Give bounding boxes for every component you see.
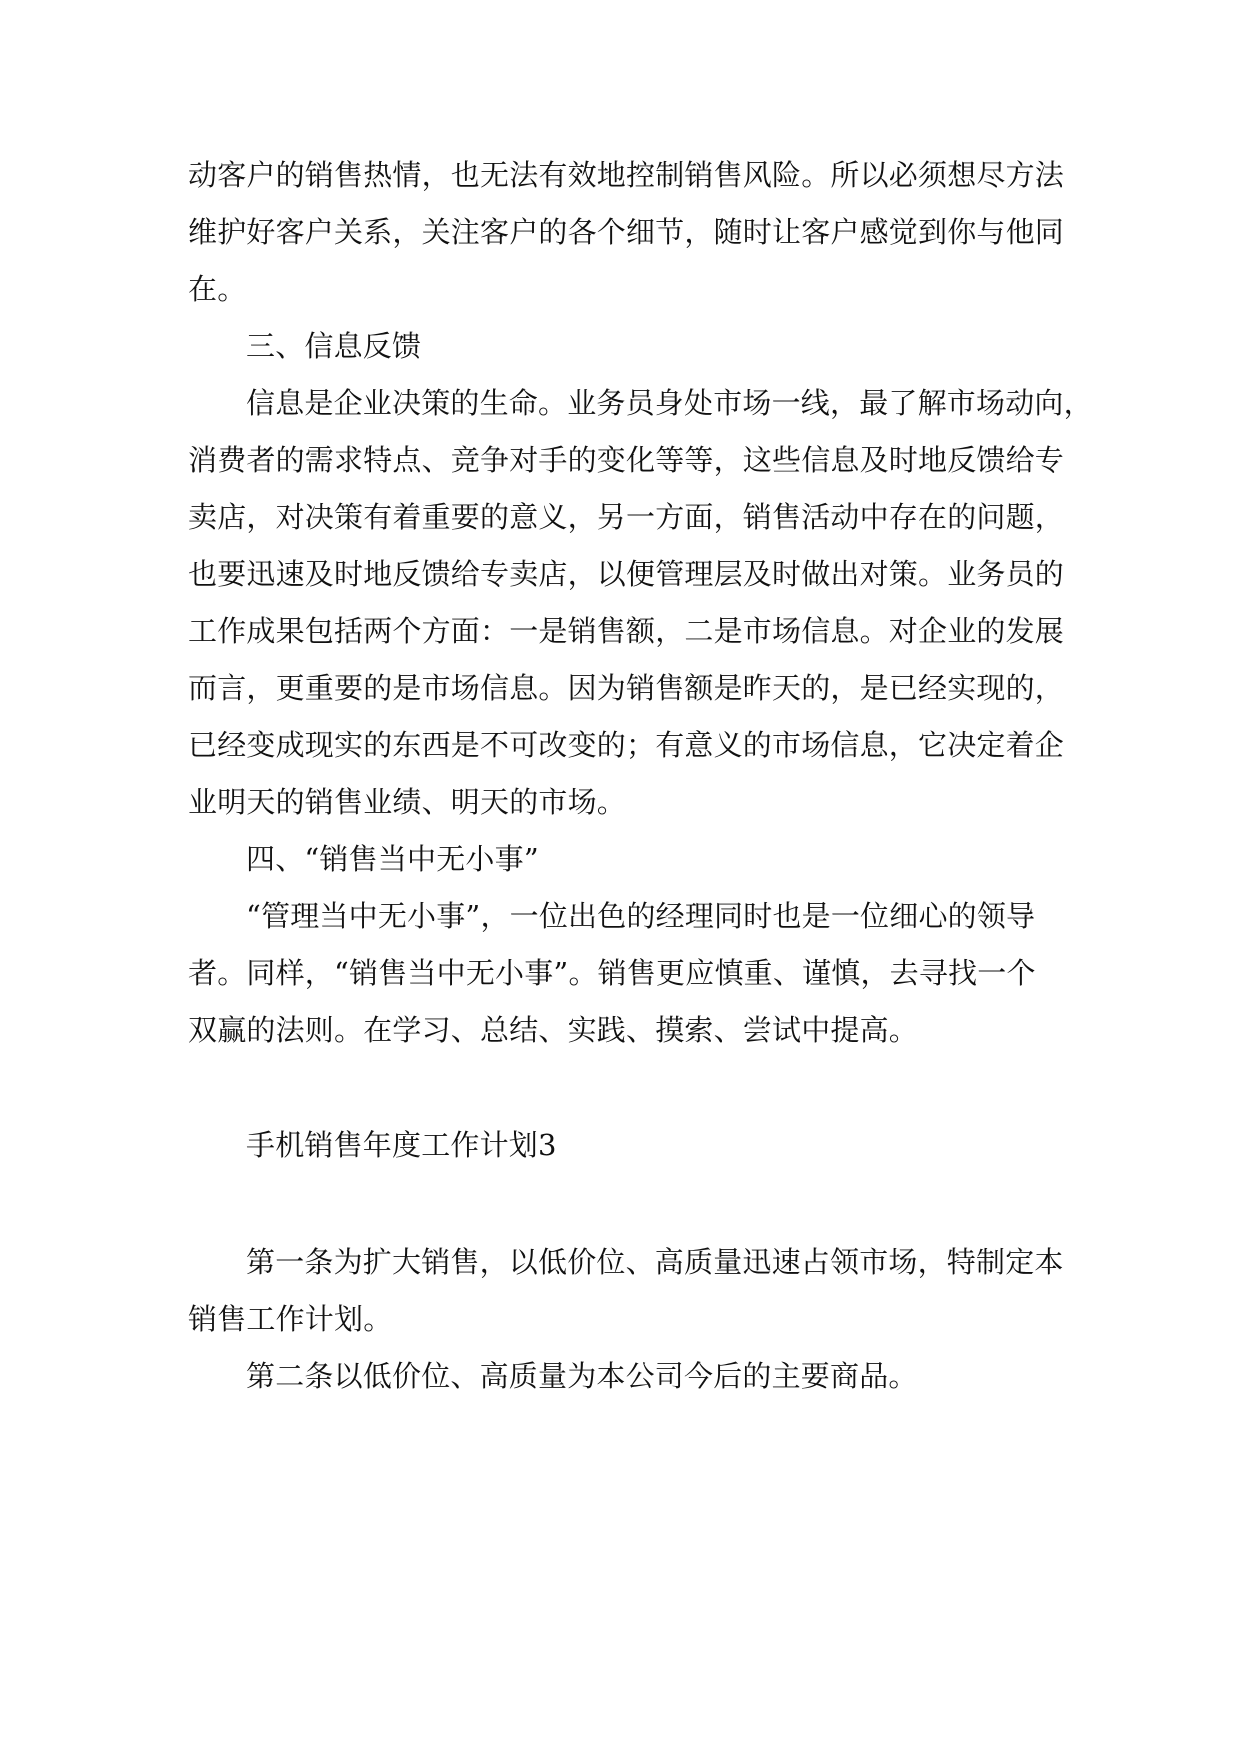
section-heading: 三、信息反馈 bbox=[246, 329, 422, 363]
paragraph-line: 在。 bbox=[188, 272, 247, 306]
paragraph-line: 消费者的需求特点、竞争对手的变化等等，这些信息及时地反馈给专 bbox=[188, 443, 1065, 477]
paragraph-line: 第一条为扩大销售，以低价位、高质量迅速占领市场，特制定本 bbox=[246, 1245, 1064, 1279]
paragraph-line: 第二条以低价位、高质量为本公司今后的主要商品。 bbox=[246, 1359, 918, 1393]
paragraph-line: 业明天的销售业绩、明天的市场。 bbox=[188, 785, 627, 819]
paragraph-line: 已经变成现实的东西是不可改变的；有意义的市场信息，它决定着企 bbox=[188, 728, 1065, 762]
document-title: 手机销售年度工作计划3 bbox=[246, 1128, 557, 1162]
section-heading: 四、“销售当中无小事” bbox=[246, 842, 539, 876]
paragraph-line: 双赢的法则。在学习、总结、实践、摸索、尝试中提高。 bbox=[188, 1013, 919, 1047]
paragraph-line: 销售工作计划。 bbox=[188, 1302, 393, 1336]
paragraph-line: 卖店，对决策有着重要的意义，另一方面，销售活动中存在的问题， bbox=[188, 500, 1065, 534]
paragraph-line: 而言，更重要的是市场信息。因为销售额是昨天的，是已经实现的， bbox=[188, 671, 1065, 705]
paragraph-line: 动客户的销售热情，也无法有效地控制销售风险。所以必须想尽方法 bbox=[188, 158, 1065, 192]
paragraph-line: 也要迅速及时地反馈给专卖店，以便管理层及时做出对策。业务员的 bbox=[188, 557, 1065, 591]
paragraph-line: 工作成果包括两个方面：一是销售额，二是市场信息。对企业的发展 bbox=[188, 614, 1065, 648]
paragraph-line: “管理当中无小事”，一位出色的经理同时也是一位细心的领导 bbox=[246, 899, 1036, 933]
paragraph-line: 维护好客户关系，关注客户的各个细节，随时让客户感觉到你与他同 bbox=[188, 215, 1065, 249]
paragraph-line: 信息是企业决策的生命。业务员身处市场一线，最了解市场动向， bbox=[246, 386, 1093, 420]
paragraph-line: 者。同样，“销售当中无小事”。销售更应慎重、谨慎，去寻找一个 bbox=[188, 956, 1036, 990]
